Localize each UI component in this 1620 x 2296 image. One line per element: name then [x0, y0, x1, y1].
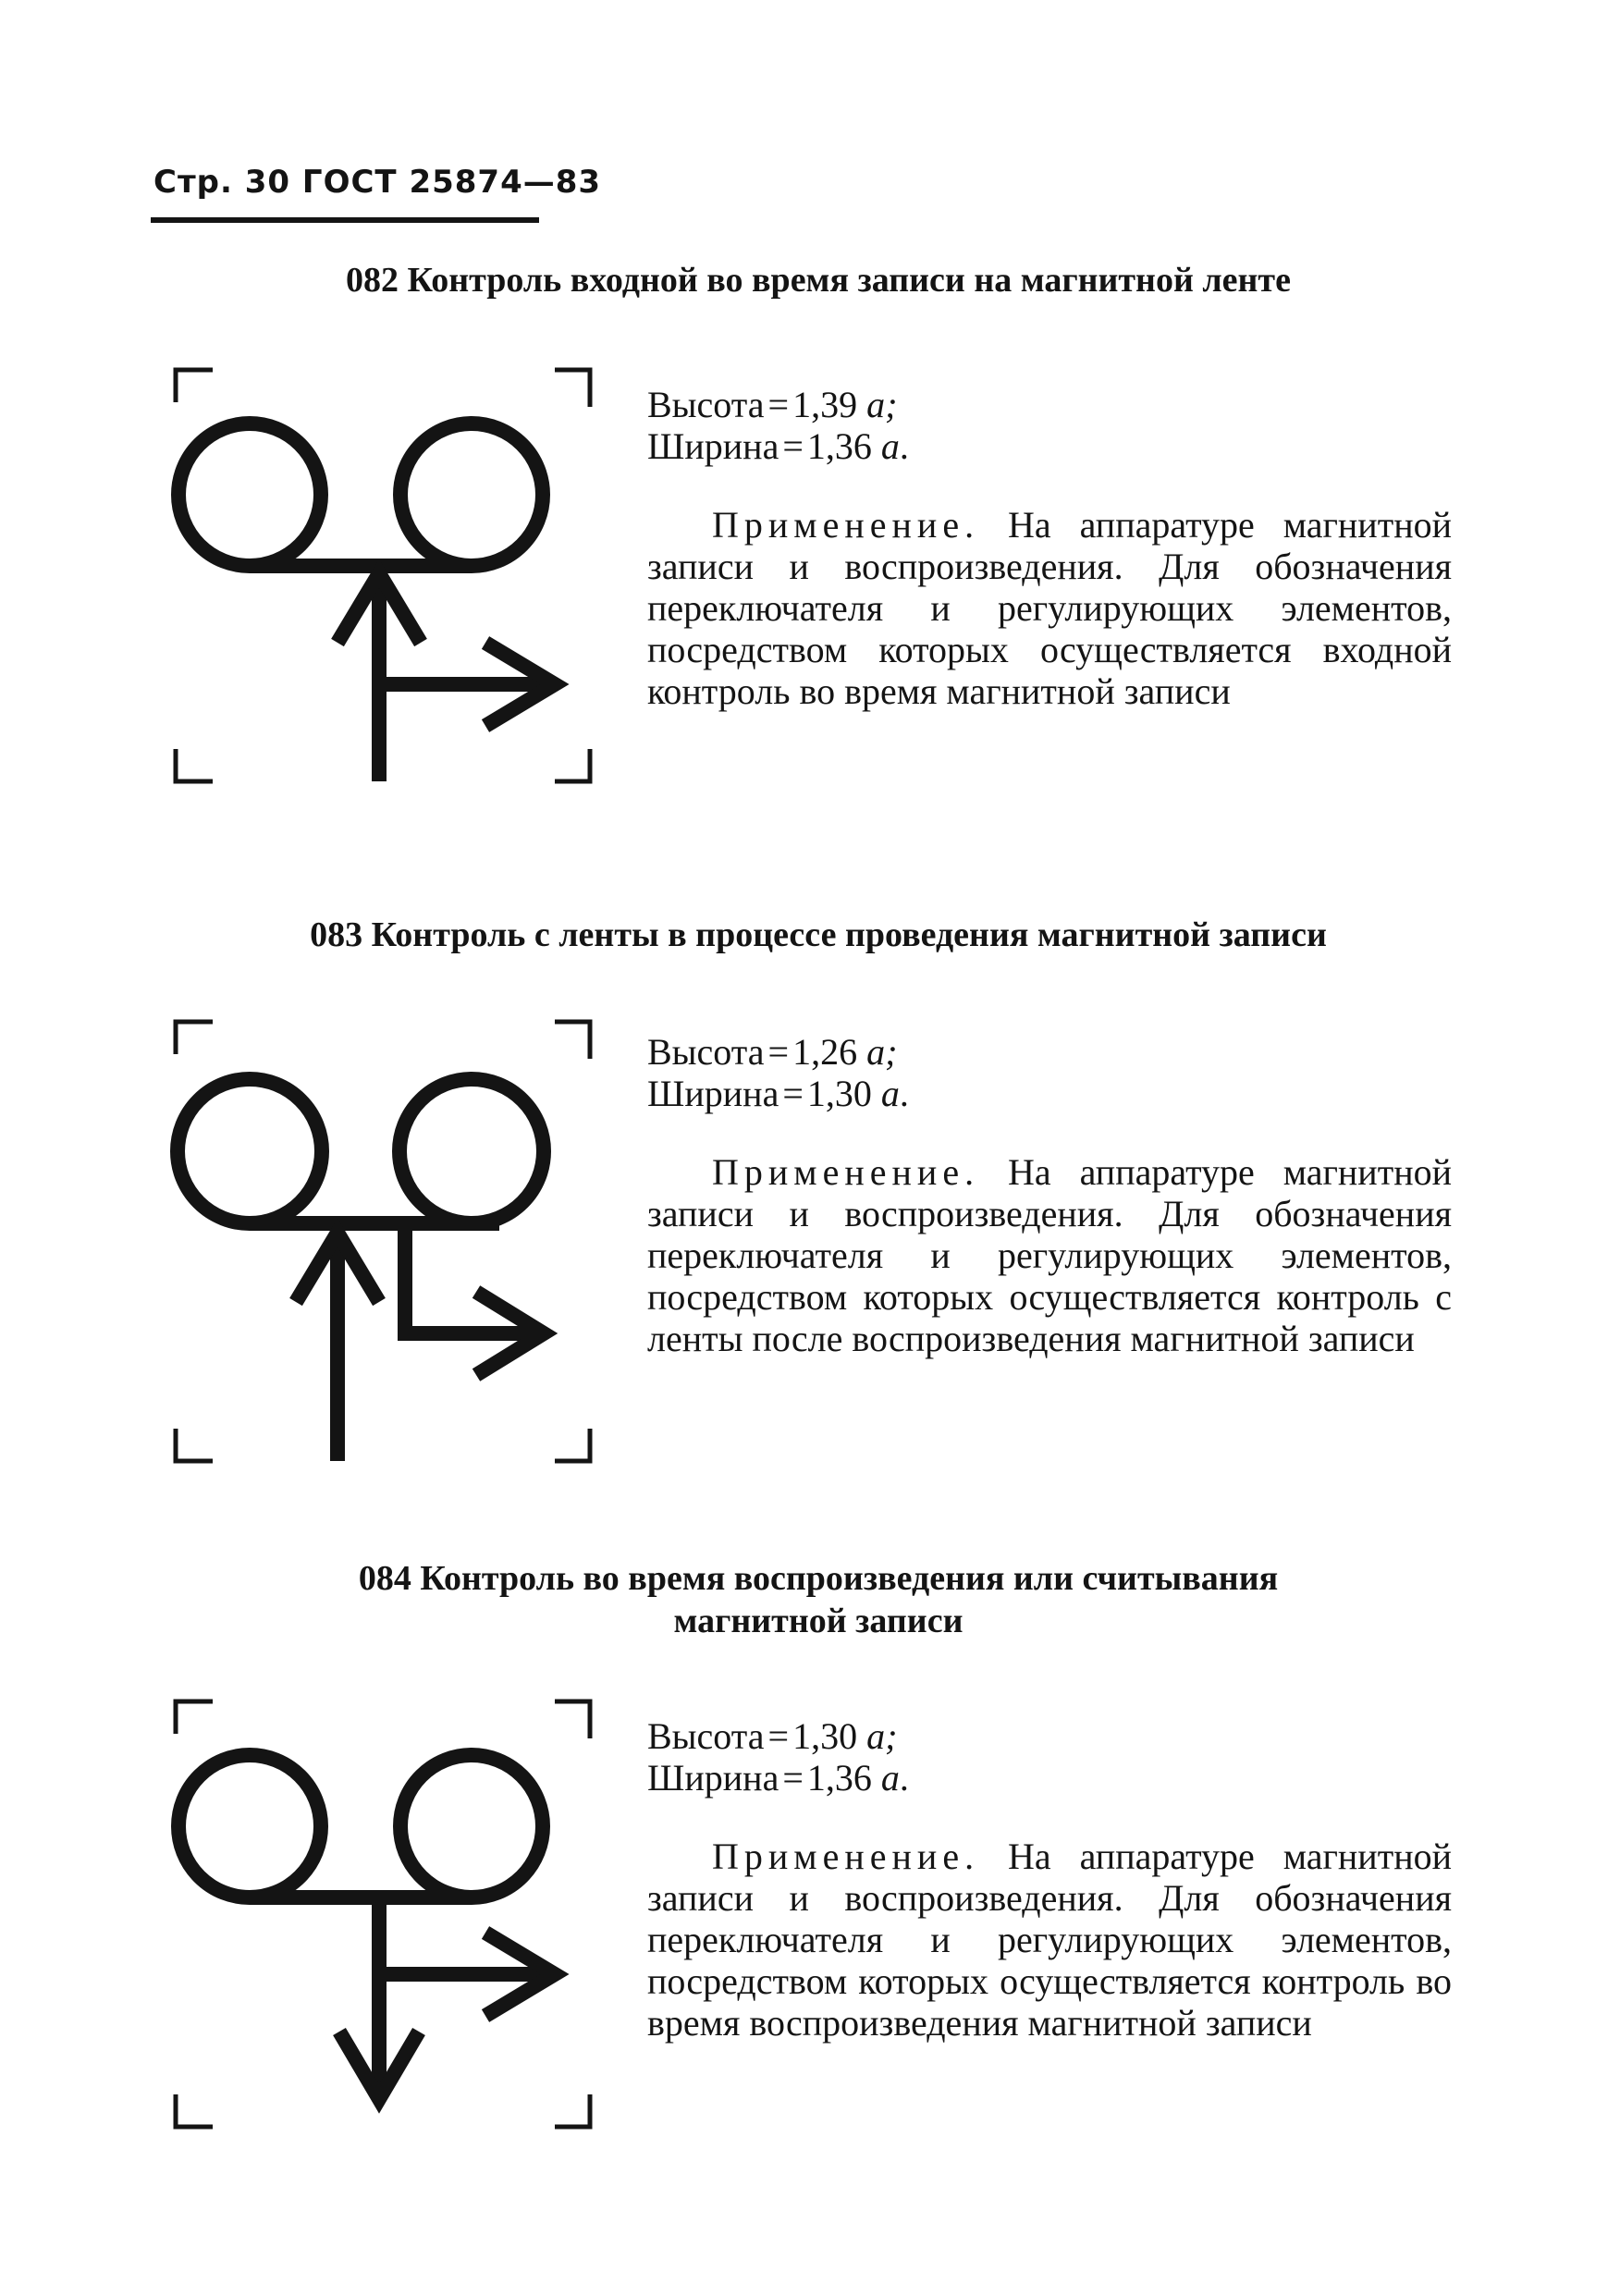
width-label: Ширина [647, 1757, 779, 1799]
entry-083-text [647, 1031, 1452, 1396]
width-label: Ширина [647, 1073, 779, 1114]
height-label: Высота [647, 1715, 765, 1757]
height-label: Высота [647, 384, 765, 425]
height-value: 1,30 [792, 1715, 858, 1757]
entry-084-title [92, 1557, 1544, 1642]
height-dimension: Высота = 1,26 a; [647, 1031, 898, 1073]
usage-label: Применение. [712, 1151, 980, 1193]
header-rule [151, 217, 539, 223]
height-label: Высота [647, 1031, 765, 1073]
tape-monitor-symbol [157, 1008, 601, 1470]
width-dimension: Ширина = 1,36 a. [647, 1757, 909, 1799]
height-value: 1,39 [792, 384, 858, 425]
dimension-variable: a [866, 1715, 886, 1757]
height-value: 1,26 [792, 1031, 858, 1073]
entry-084-text [647, 1715, 1452, 2081]
width-dimension: Ширина = 1,36 a. [647, 425, 909, 467]
crop-mark-icon [176, 1022, 590, 1461]
width-dimension: Ширина = 1,30 a. [647, 1073, 909, 1114]
width-value: 1,30 [806, 1073, 872, 1114]
dimension-variable: a [866, 1031, 886, 1073]
width-value: 1,36 [806, 425, 872, 467]
entry-082-text [647, 384, 1452, 749]
width-label: Ширина [647, 425, 779, 467]
width-value: 1,36 [806, 1757, 872, 1799]
dimension-variable: a [880, 425, 900, 467]
usage-description [647, 504, 1452, 712]
usage-text: На аппаратуре магнитной записи и воспроизведения. Для обозначения переключателя и регулирующих элементов, посредством которых осуществляется входной контроль во время магнитной записи [647, 504, 1453, 712]
dimension-variable: a [880, 1757, 900, 1799]
dimension-variable: a [880, 1073, 900, 1114]
usage-text: На аппаратуре магнитной записи и воспроизведения. Для обозначения переключателя и регулирующих элементов, посредством которых осуществляется контроль во время воспроизведения магнитной записи [647, 1836, 1453, 2044]
usage-description [647, 1151, 1452, 1359]
entry-082-title: 082 Контроль входной во время записи на магнитной ленте [346, 261, 1291, 300]
usage-description [647, 1836, 1452, 2044]
usage-text: На аппаратуре магнитной записи и воспроизведения. Для обозначения переключателя и регулирующих элементов, посредством которых осуществляется контроль с ленты после воспроизведения магнитной записи [647, 1151, 1453, 1359]
entry-084-title-line2: магнитной записи [673, 1602, 963, 1640]
entry-083-title: 083 Контроль с ленты в процессе проведения магнитной записи [310, 915, 1327, 954]
playback-monitor-symbol [157, 1688, 601, 2150]
usage-label: Применение. [712, 504, 980, 546]
magnetic-input-monitor-symbol [157, 356, 601, 818]
dimension-variable: a [866, 384, 886, 425]
entry-084-title-line1: 084 Контроль во время воспроизведения или считывания [358, 1559, 1279, 1598]
usage-label: Применение. [712, 1836, 980, 1877]
height-dimension: Высота = 1,39 a; [647, 384, 898, 425]
page-header: Стр. 30 ГОСТ 25874—83 [153, 164, 602, 201]
height-dimension: Высота = 1,30 a; [647, 1715, 898, 1757]
